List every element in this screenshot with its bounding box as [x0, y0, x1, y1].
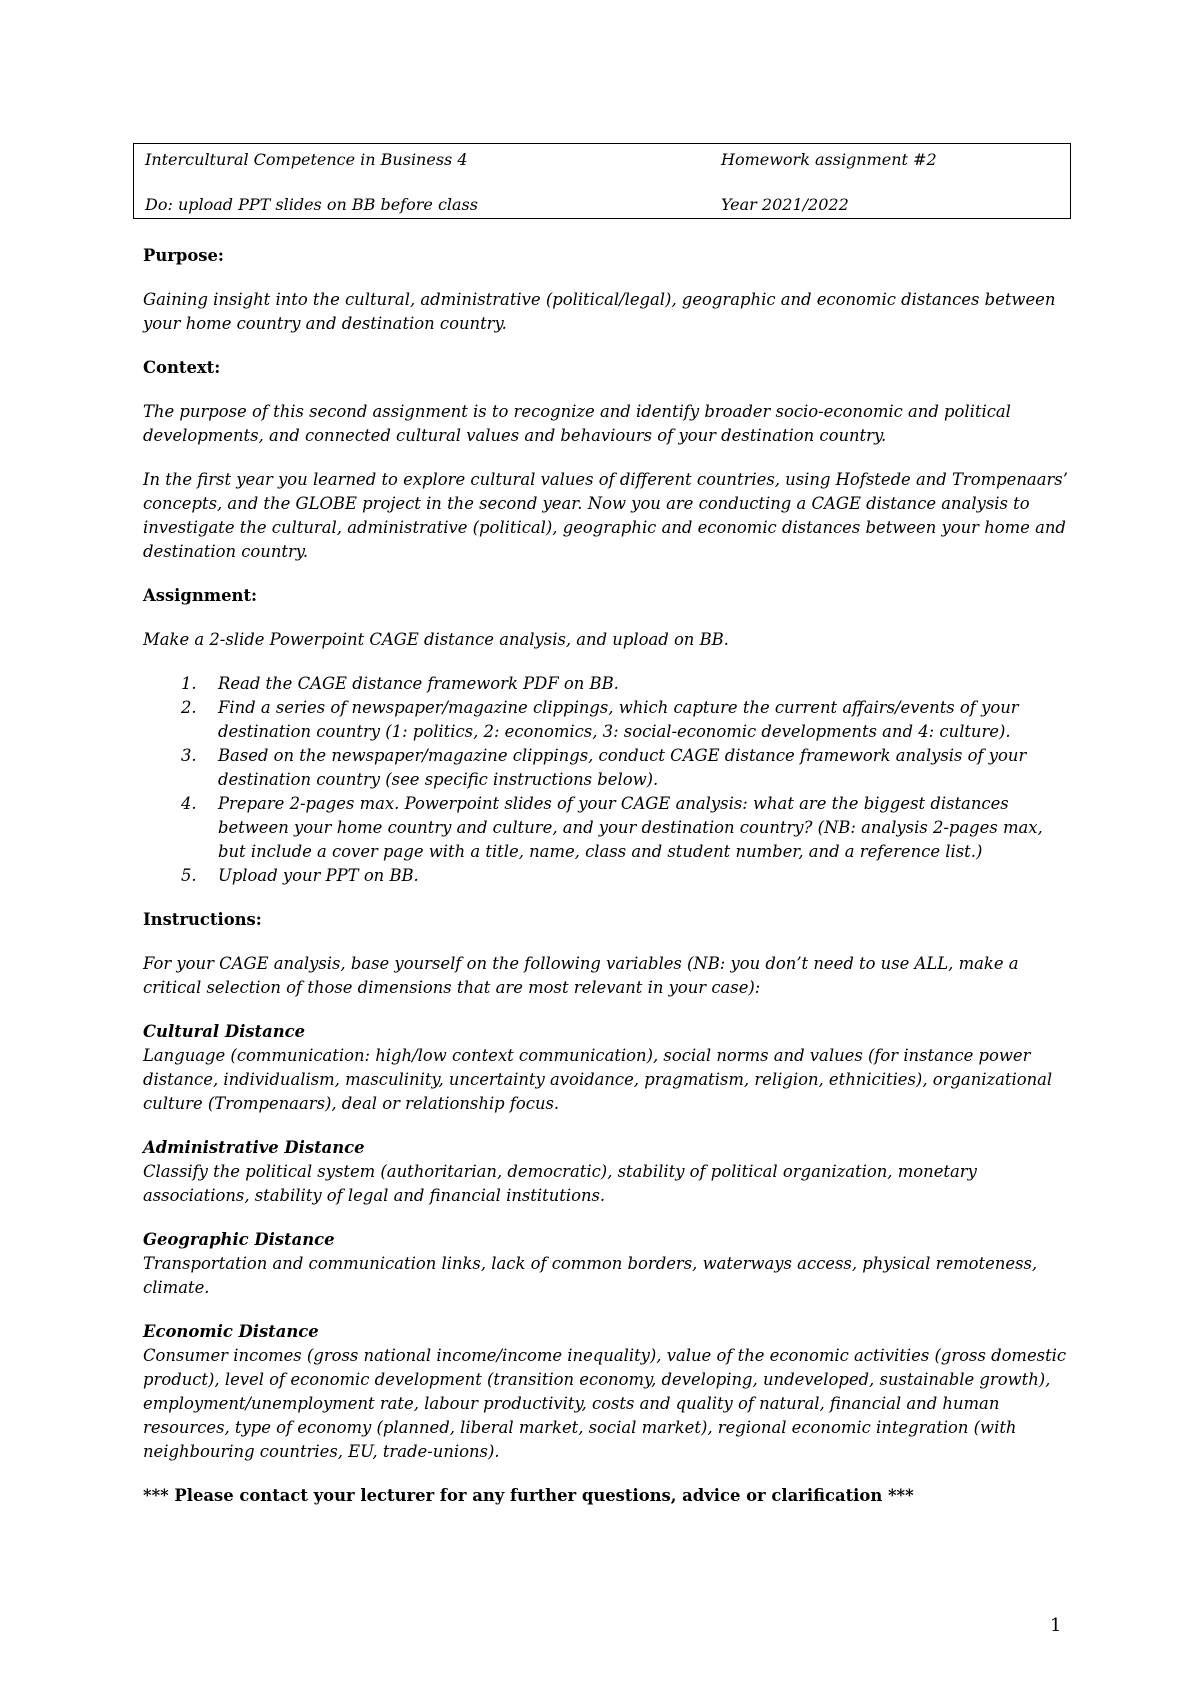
academic-year: Year 2021/2022 [721, 195, 849, 214]
list-item [143, 672, 1073, 696]
list-item [143, 744, 1073, 792]
header-table [133, 143, 1071, 219]
step-number: 3. [181, 746, 197, 765]
step-number: 1. [181, 674, 197, 693]
step-text: Prepare 2-pages max. Powerpoint slides of your CAGE analysis: what are the biggest distances between your home country and culture, and your destination country? (NB: analysis 2-pages max, but include a cover page with a title, name, class and student number, and a reference list.) [218, 794, 1043, 861]
administrative-distance-title: Administrative Distance [143, 1138, 365, 1157]
assignment-number: Homework assignment #2 [721, 150, 937, 169]
geographic-distance-text: Transportation and communication links, lack of common borders, waterways access, physical remoteness, climate. [143, 1254, 1038, 1297]
economic-distance-text: Consumer incomes (gross national income/income inequality), value of the economic activities (gross domestic product), level of economic development (transition economy, developing, undeveloped, sustainable growth), employment/unemployment rate, labour productivity, costs and quality of natural, financial and human resources, type of economy (planned, liberal market, social market), regional economic integration (with neighbouring countries, EU, trade-unions). [143, 1346, 1067, 1461]
document-body [143, 244, 1073, 1508]
purpose-text: Gaining insight into the cultural, administrative (political/legal), geographic and economic distances between your home country and destination country. [143, 290, 1056, 333]
assignment-intro: Make a 2-slide Powerpoint CAGE distance analysis, and upload on BB. [143, 630, 729, 649]
context-paragraph: The purpose of this second assignment is to recognize and identify broader socio-economic and political developments, and connected cultural values and behaviours of your destination country. [143, 402, 1011, 445]
assignment-heading: Assignment: [143, 586, 258, 605]
context-paragraph: In the first year you learned to explore cultural values of different countries, using Hofstede and Trompenaars’ concepts, and the GLOBE project in the second year. Now you are conducting a CAGE distance analysis to investigate the cultural, administrative (political), geographic and economic distances between your home and destination country. [143, 470, 1068, 561]
list-item [143, 864, 1073, 888]
context-heading: Context: [143, 358, 221, 377]
step-number: 2. [181, 698, 197, 717]
purpose-heading: Purpose: [143, 246, 224, 265]
step-text: Based on the newspaper/magazine clippings, conduct CAGE distance framework analysis of your destination country (see specific instructions below). [218, 746, 1027, 789]
step-text: Find a series of newspaper/magazine clippings, which capture the current affairs/events of your destination country (1: politics, 2: economics, 3: social-economic developments and 4: culture). [218, 698, 1019, 741]
task-note: Do: upload PPT slides on BB before class [145, 195, 478, 214]
step-number: 5. [181, 866, 197, 885]
administrative-distance-text: Classify the political system (authoritarian, democratic), stability of political organization, monetary associations, stability of legal and financial institutions. [143, 1162, 977, 1205]
list-item [143, 696, 1073, 744]
instructions-heading: Instructions: [143, 910, 262, 929]
page-number: 1 [1050, 1615, 1062, 1636]
assignment-steps [143, 672, 1073, 888]
step-number: 4. [181, 794, 197, 813]
instructions-intro: For your CAGE analysis, base yourself on the following variables (NB: you don’t need to use ALL, make a critical selection of those dimensions that are most relevant in your case): [143, 954, 1019, 997]
course-title: Intercultural Competence in Business 4 [145, 150, 468, 169]
geographic-distance-title: Geographic Distance [143, 1230, 335, 1249]
cultural-distance-text: Language (communication: high/low context communication), social norms and values (for instance power distance, individualism, masculinity, uncertainty avoidance, pragmatism, religion, ethnicities), organizational culture (Trompenaars), deal or relationship focus. [143, 1046, 1053, 1113]
step-text: Upload your PPT on BB. [218, 866, 419, 885]
list-item [143, 792, 1073, 864]
economic-distance-title: Economic Distance [143, 1322, 319, 1341]
cultural-distance-title: Cultural Distance [143, 1022, 306, 1041]
closing-note: *** Please contact your lecturer for any further questions, advice or clarification *** [143, 1486, 914, 1505]
step-text: Read the CAGE distance framework PDF on BB. [218, 674, 619, 693]
